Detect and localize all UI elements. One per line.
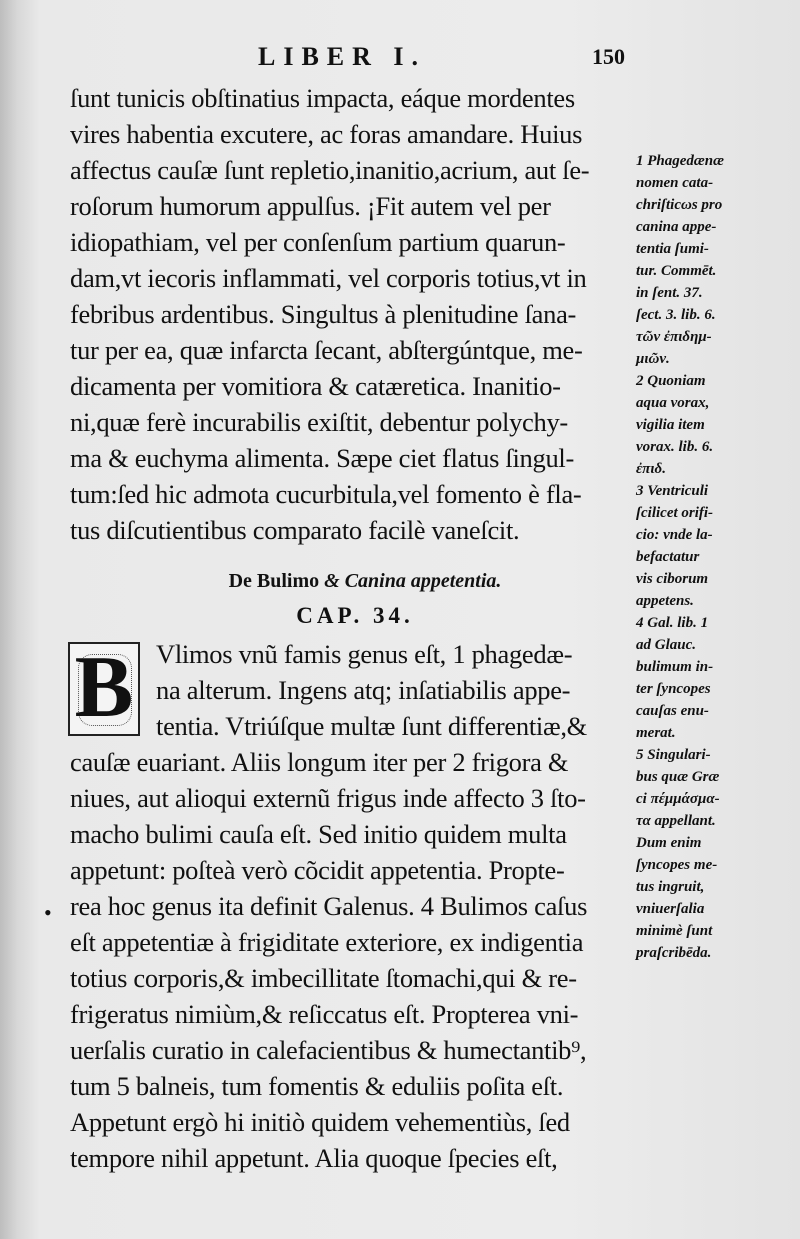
- page-header: [0, 38, 800, 78]
- sidenote-line: Dum enim: [636, 835, 702, 851]
- sidenote-line: μιῶν.: [636, 351, 670, 367]
- sidenote-line: bulimum in-: [636, 659, 714, 675]
- sidenote-line: 5 Singulari-: [636, 747, 711, 763]
- text-line: dicamenta per vomitiora & catæretica. Inanitio-: [70, 371, 561, 401]
- sidenote-line: τῶν ἐπιδημ-: [636, 329, 712, 345]
- text-line: tum:ſed hic admota cucurbitula,vel fomento è fla-: [70, 479, 582, 509]
- paragraph-1: [70, 80, 630, 548]
- sidenote-line: 3 Ventriculi: [636, 483, 709, 499]
- sidenote-line: chriſticωs pro: [636, 197, 723, 213]
- sidenote-line: ἐπιδ.: [636, 461, 666, 477]
- text-line: tur per ea, quæ infarcta ſecant, abſtergúntque, me-: [70, 335, 583, 365]
- running-head: LIBER I.: [258, 42, 427, 71]
- sidenote-line: tur. Commēt.: [636, 263, 717, 279]
- sidenote-line: nomen cata-: [636, 175, 714, 191]
- text-line: eſt appetentiæ à frigiditate exteriore, ex indigentia: [70, 927, 584, 957]
- text-line: na alterum. Ingens atq; inſatiabilis appe-: [156, 675, 571, 705]
- text-line: frigeratus nimiùm,& reſiccatus eſt. Propterea vni-: [70, 999, 579, 1029]
- sidenote-line: canina appe-: [636, 219, 717, 235]
- sidenote-line: appetens.: [636, 593, 694, 609]
- decorated-initial: [68, 639, 140, 736]
- sidenote-line: 2 Quoniam: [636, 373, 706, 389]
- page-number: 150: [592, 44, 625, 69]
- chapter-number: CAP. 34.: [296, 603, 414, 628]
- main-text-column: [70, 80, 630, 1176]
- sidenote-line: vorax. lib. 6.: [636, 439, 714, 455]
- sidenote-line: ſect. 3. lib. 6.: [636, 307, 716, 323]
- text-line: appetunt: poſteà verò cõcidit appetentia. Propte-: [70, 855, 565, 885]
- text-line: affectus cauſæ ſunt repletio,inanitio,acrium, aut ſe-: [70, 155, 590, 185]
- sidenote-line: ci πέμμάσμα-: [636, 791, 720, 807]
- sidenote-line: aqua vorax,: [636, 395, 710, 411]
- sidenote-line: vigilia item: [636, 417, 705, 433]
- sidenote-line: ter ſyncopes: [636, 681, 711, 697]
- sidenote-line: ad Glauc.: [636, 637, 696, 653]
- sidenote-line: minimè ſunt: [636, 923, 713, 939]
- text-line: Appetunt ergò hi initiò quidem vehementiùs, ſed: [70, 1107, 570, 1137]
- sidenote-line: tentia ſumi-: [636, 241, 709, 257]
- sidenote-line: vis ciborum: [636, 571, 709, 587]
- sidenote-line: ſcilicet orifi-: [636, 505, 714, 521]
- text-line: ſunt tunicis obſtinatius impacta, eáque mordentes: [70, 83, 575, 113]
- chapter-title-ampersand: &: [324, 570, 340, 592]
- text-line: cauſæ euariant. Aliis longum iter per 2 frigora &: [70, 747, 569, 777]
- sidenote-line: ſyncopes me-: [636, 857, 718, 873]
- sidenote-line: befactatur: [636, 549, 700, 565]
- text-line: tentia. Vtriúſque multæ ſunt differentiæ,&: [156, 711, 587, 741]
- paragraph-2: [70, 636, 630, 1176]
- sidenote-line: merat.: [636, 725, 676, 741]
- text-line: rea hoc genus ita definit Galenus. 4 Bulimos caſus: [70, 891, 588, 921]
- text-line: febribus ardentibus. Singultus à plenitudine ſana-: [70, 299, 577, 329]
- text-line: tus diſcutientibus comparato facilè vaneſcit.: [70, 515, 520, 545]
- margin-mark: •: [44, 900, 52, 925]
- sidenote-line: cio: vnde la-: [636, 527, 713, 543]
- sidenote-line: bus quæ Græ: [636, 769, 720, 785]
- sidenote-line: τα appellant.: [636, 813, 716, 829]
- sidenote-line: praſcribēda.: [636, 945, 712, 961]
- text-line: idiopathiam, vel per conſenſum partium quarun-: [70, 227, 566, 257]
- text-line: totius corporis,& imbecillitate ſtomachi,qui & re-: [70, 963, 577, 993]
- sidenote-line: tus ingruit,: [636, 879, 705, 895]
- chapter-title-plain: De Bulimo: [228, 570, 320, 592]
- text-line: macho bulimi cauſa eſt. Sed initio quidem multa: [70, 819, 567, 849]
- text-line: niues, aut alioqui externũ frigus inde affecto 3 ſto-: [70, 783, 586, 813]
- text-line: uerſalis curatio in calefacientibus & humectantib⁹,: [70, 1035, 587, 1065]
- initial-letter: B: [74, 639, 134, 736]
- text-line: dam,vt iecoris inflammati, vel corporis totius,vt in: [70, 263, 587, 293]
- sidenote-line: 1 Phagedænæ: [636, 153, 724, 169]
- chapter-title-italic: Canina appetentia.: [344, 570, 502, 592]
- chapter-title: [100, 566, 630, 596]
- text-line: Vlimos vnũ famis genus eſt, 1 phagedæ-: [156, 639, 573, 669]
- text-line: ma & euchyma alimenta. Sæpe ciet flatus ſingul-: [70, 443, 574, 473]
- marginal-notes: [636, 150, 796, 964]
- text-line: roſorum humorum appulſus. ¡Fit autem vel per: [70, 191, 551, 221]
- sidenote-line: cauſas enu-: [636, 703, 709, 719]
- sidenote-line: 4 Gal. lib. 1: [636, 615, 709, 631]
- sidenote-line: vniuerſalia: [636, 901, 705, 917]
- text-line: tempore nihil appetunt. Alia quoque ſpecies eſt,: [70, 1143, 558, 1173]
- sidenote-line: in ſent. 37.: [636, 285, 703, 301]
- text-line: ni,quæ ferè incurabilis exiſtit, debentur polychy-: [70, 407, 568, 437]
- text-line: tum 5 balneis, tum fomentis & eduliis poſita eſt.: [70, 1071, 564, 1101]
- text-line: vires habentia excutere, ac foras amandare. Huius: [70, 119, 583, 149]
